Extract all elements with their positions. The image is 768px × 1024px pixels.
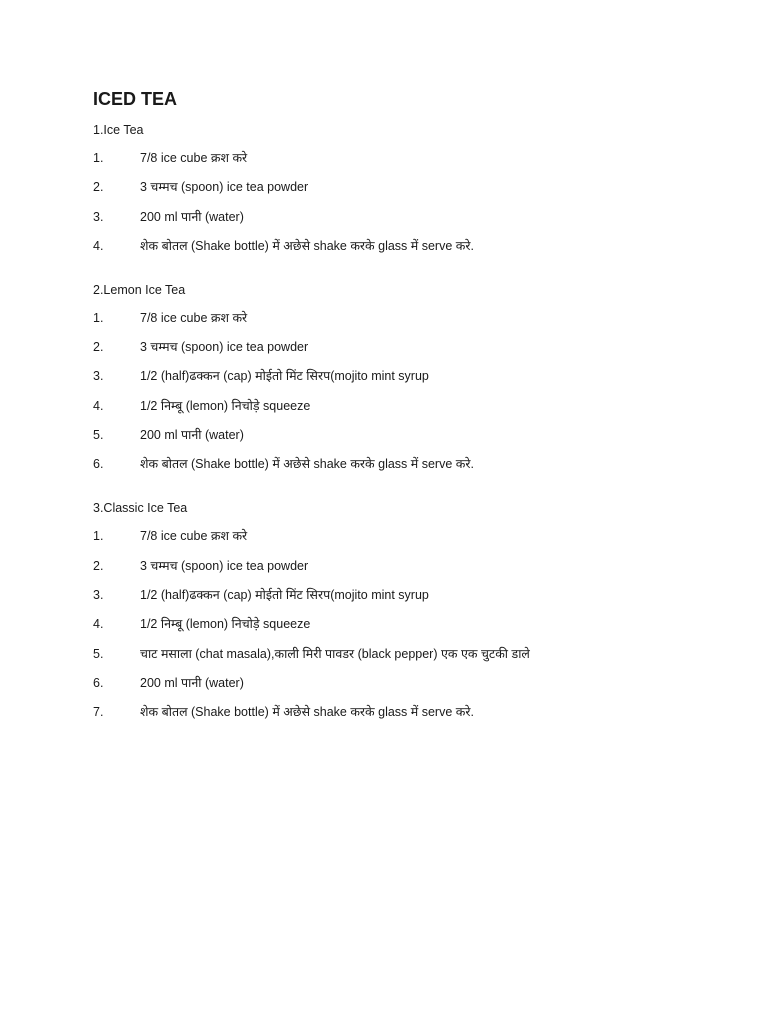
list-item bbox=[93, 704, 733, 721]
step-number: 3. bbox=[93, 369, 104, 384]
step-text: शेक बोतल (Shake bottle) में अछेसे shake करके glass में serve करे. bbox=[140, 705, 474, 720]
step-number: 1. bbox=[93, 151, 104, 165]
section-heading: 2.Lemon Ice Tea bbox=[93, 282, 186, 297]
list-item bbox=[93, 368, 733, 385]
step-number: 4. bbox=[93, 398, 104, 413]
list-item bbox=[93, 675, 733, 692]
step-text: 200 ml पानी (water) bbox=[140, 428, 244, 443]
recipe-section bbox=[93, 122, 733, 255]
step-text: 1/2 (half)ढक्कन (cap) मोईतो मिंट सिरप(mojito mint syrup bbox=[140, 369, 429, 384]
step-number: 6. bbox=[93, 675, 104, 690]
step-text: 3 चम्मच (spoon) ice tea powder bbox=[140, 558, 309, 573]
list-item bbox=[93, 179, 733, 196]
step-number: 1. bbox=[93, 529, 104, 544]
step-text: चाट मसाला (chat masala),काली मिरी पावडर (black pepper) एक एक चुटकी डाले bbox=[140, 646, 530, 661]
list-item bbox=[93, 616, 733, 633]
document-title: ICED TEA bbox=[93, 89, 178, 109]
step-number: 1. bbox=[93, 310, 104, 325]
step-number: 4. bbox=[93, 238, 104, 253]
step-text: 7/8 ice cube क्रश करे bbox=[140, 529, 248, 544]
list-item bbox=[93, 427, 733, 444]
step-text: 3 चम्मच (spoon) ice tea powder bbox=[140, 340, 309, 355]
step-text: शेक बोतल (Shake bottle) में अछेसे shake करके glass में serve करे. bbox=[140, 238, 474, 253]
recipe-section bbox=[93, 500, 733, 721]
step-text: 3 चम्मच (spoon) ice tea powder bbox=[140, 180, 309, 195]
list-item bbox=[93, 150, 733, 167]
list-item bbox=[93, 587, 733, 604]
recipe-section bbox=[93, 282, 733, 473]
list-item bbox=[93, 238, 733, 255]
step-number: 7. bbox=[93, 705, 104, 720]
step-text: 7/8 ice cube क्रश करे bbox=[140, 151, 248, 165]
list-item bbox=[93, 646, 733, 663]
step-number: 2. bbox=[93, 340, 104, 355]
step-text: 200 ml पानी (water) bbox=[140, 209, 244, 224]
step-text: 1/2 निम्बू (lemon) निचोड़े squeeze bbox=[140, 398, 311, 413]
list-item bbox=[93, 310, 733, 327]
list-item bbox=[93, 558, 733, 575]
document-page bbox=[93, 88, 733, 748]
section-heading: 3.Classic Ice Tea bbox=[93, 501, 188, 516]
list-item bbox=[93, 339, 733, 356]
step-number: 2. bbox=[93, 558, 104, 573]
step-number: 2. bbox=[93, 180, 104, 195]
list-item bbox=[93, 528, 733, 545]
list-item bbox=[93, 209, 733, 226]
step-number: 5. bbox=[93, 428, 104, 443]
step-number: 3. bbox=[93, 209, 104, 224]
step-text: शेक बोतल (Shake bottle) में अछेसे shake करके glass में serve करे. bbox=[140, 457, 474, 472]
step-number: 3. bbox=[93, 587, 104, 602]
step-text: 1/2 निम्बू (lemon) निचोड़े squeeze bbox=[140, 617, 311, 632]
step-text: 200 ml पानी (water) bbox=[140, 675, 244, 690]
section-heading: 1.Ice Tea bbox=[93, 123, 144, 137]
step-number: 5. bbox=[93, 646, 104, 661]
recipe-sections bbox=[93, 122, 733, 721]
list-item bbox=[93, 456, 733, 473]
step-text: 7/8 ice cube क्रश करे bbox=[140, 310, 248, 325]
list-item bbox=[93, 398, 733, 415]
step-number: 6. bbox=[93, 457, 104, 472]
step-number: 4. bbox=[93, 617, 104, 632]
step-text: 1/2 (half)ढक्कन (cap) मोईतो मिंट सिरप(mojito mint syrup bbox=[140, 587, 429, 602]
